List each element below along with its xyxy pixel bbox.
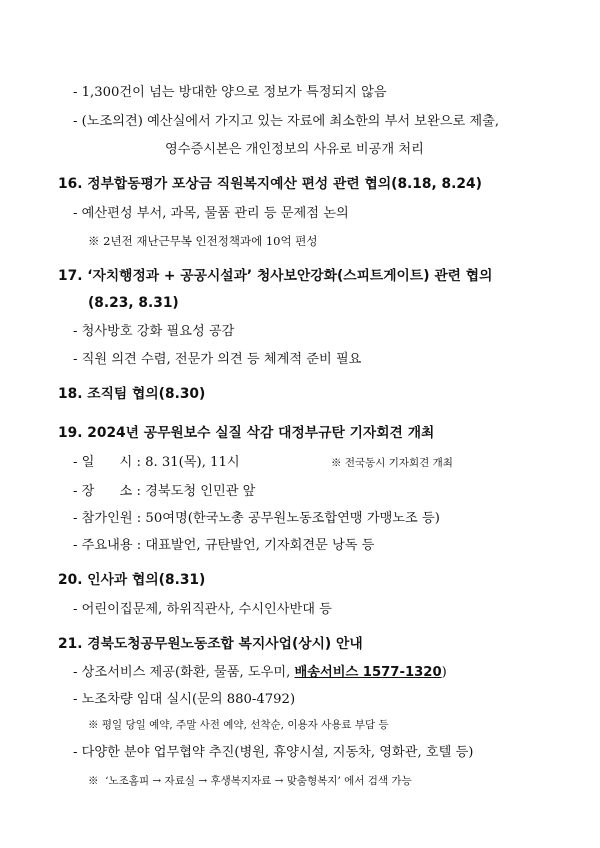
section-19-date: - 일 시 : 8. 31(목), 11시: [73, 455, 240, 470]
intro-bullet-2-cont: 영수증시본은 개인정보의 사유로 비공개 처리: [165, 142, 424, 157]
intro-bullet-1: - 1,300건이 넘는 방대한 양으로 정보가 특정되지 않음: [73, 85, 387, 100]
section-21-title: 21. 경북도청공무원노동조합 복지사업(상시) 안내: [58, 636, 363, 652]
section-16-bullet-1: - 예산편성 부서, 과목, 물품 관리 등 문제점 논의: [73, 206, 349, 221]
delivery-service-phone: 배송서비스 1577-1320: [294, 665, 442, 680]
section-21-bullet-3: - 다양한 분야 업무협약 추진(병원, 휴양시설, 지동차, 영화관, 호텔 등): [73, 745, 474, 760]
intro-bullet-2: - (노조의견) 예산실에서 가지고 있는 자료에 최소한의 부서 보완으로 제출,: [73, 114, 500, 129]
section-19-participants: - 참가인원 : 50여명(한국노총 공무원노동조합연맹 가맹노조 등): [73, 511, 440, 526]
section-21-note-2: ※ 평일 당일 예약, 주말 사전 예약, 선착순, 이용자 사용료 부담 등: [88, 719, 389, 731]
section-19-title: 19. 2024년 공무원보수 실질 삭감 대정부규탄 기자회견 개최: [58, 425, 435, 441]
section-16-note-1: ※ 2년전 재난근무복 인전정책과에 10억 편성: [88, 234, 318, 248]
section-21-note-3: ※ ‘노조홈피 → 자료실 → 후생복지자료 → 맞춤형복지’ 에서 검색 가능: [88, 775, 412, 787]
section-21-bullet-1-text: - 상조서비스 제공(화환, 물품, 도우미,: [73, 665, 295, 680]
section-17-bullet-2: - 직원 의견 수렴, 전문가 의견 등 체계적 준비 필요: [73, 352, 362, 367]
section-19-content: - 주요내용 : 대표발언, 규탄발언, 기자회견문 낭독 등: [73, 538, 375, 553]
section-21-bullet-2: - 노조차량 임대 실시(문의 880-4792): [73, 692, 296, 707]
section-21-bullet-1-close: ): [441, 665, 447, 680]
section-17-title-cont: (8.23, 8.31): [88, 295, 179, 311]
section-16-title: 16. 정부합동평가 포상금 직원복지예산 편성 관련 협의(8.18, 8.24): [58, 176, 482, 192]
section-19-place: - 장 소 : 경북도청 인민관 앞: [73, 484, 256, 499]
section-18-title: 18. 조직팀 협의(8.30): [58, 386, 206, 402]
section-20-bullet-1: - 어린이집문제, 하위직관사, 수시인사반대 등: [73, 602, 332, 617]
section-17-title: 17. ‘자치행정과 + 공공시설과’ 청사보안강화(스피트게이트) 관련 협의: [58, 268, 493, 284]
section-21-bullet-1: [73, 666, 447, 679]
section-20-title: 20. 인사과 협의(8.31): [58, 572, 206, 588]
section-17-bullet-1: - 청사방호 강화 필요성 공감: [73, 324, 235, 339]
section-19-date-note: ※ 전국동시 기자회견 개최: [331, 457, 453, 469]
